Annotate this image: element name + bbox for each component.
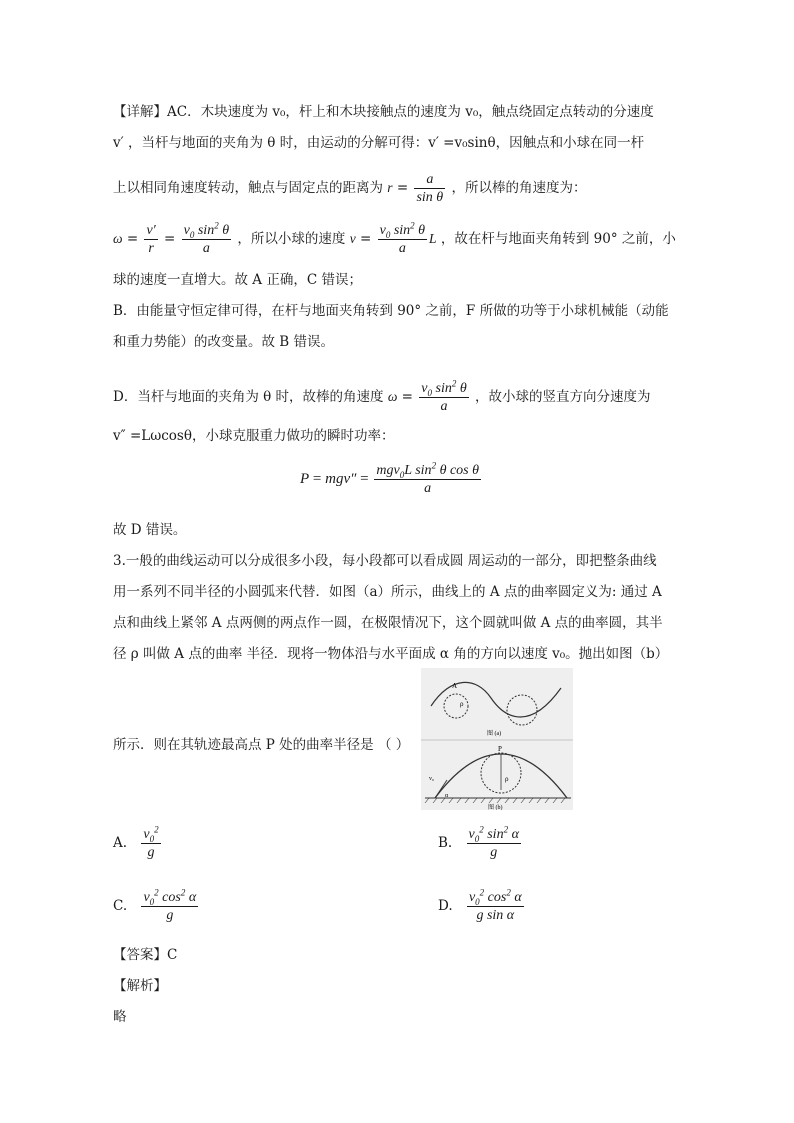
para-line-8-text: D．当杆与地面的夹角为 θ 时，故棒的角速度 xyxy=(113,389,384,405)
para-line-8-tail: ，故小球的竖直方向分速度为 xyxy=(475,389,651,405)
option-b-formula: $\frac{v_0^2 \sin^2 \alpha}{g}$ xyxy=(468,824,519,860)
option-d-formula: $\frac{v_0^2 \cos^2 \alpha}{\text{g sin α}}$ xyxy=(468,887,522,923)
question-line-4: 径 ρ 叫做 A 点的曲率 半径．现将一物体沿与水平面成 α 角的方向以速度 v₀。抛出如图（b） xyxy=(113,646,669,662)
para-line-10: 故 D 错误。 xyxy=(113,522,187,538)
analysis-label: 【解析】 xyxy=(113,978,167,994)
para-line-3-tail: ，所以棒的角速度为： xyxy=(451,180,587,196)
answer-line: 【答案】C xyxy=(113,947,178,963)
rho-label-a: ρ xyxy=(460,700,464,708)
curvature-figure xyxy=(421,668,573,810)
para-line-2: v′ ，当杆与地面的夹角为 θ 时，由运动的分解可得：v′ =v₀sinθ，因触点和小球在同一杆 xyxy=(113,135,645,151)
point-a-label: A xyxy=(452,682,458,690)
fraction-omega-1: $\frac{v'}{r}$ xyxy=(146,223,156,256)
option-c-formula: $\frac{v_0^2 \cos^2 \alpha}{g}$ xyxy=(143,887,197,923)
option-d xyxy=(438,889,526,924)
analysis-body: 略 xyxy=(113,1009,127,1025)
option-d-label: D. xyxy=(438,898,453,914)
power-formula: P = mgv″ = $\frac{mgv_0L \sin^2 \theta \cos \theta}{a}$ xyxy=(300,460,479,496)
alpha-label: α xyxy=(445,793,449,799)
option-c-label: C. xyxy=(113,898,128,914)
question-line-1: 3.一般的曲线运动可以分成很多小段，每小段都可以看成圆 周运动的一部分，即把整条曲线 xyxy=(113,553,657,569)
para-line-4: ω = $\frac{v'}{r}$ = $\frac{v_0 \sin^2 \theta}{a}$ ，所以小球的速度 v = $\frac{v_0 \sin^2 \theta}{a}$ L ，故在杆与地面夹角转到 90° 之前，小 xyxy=(113,220,676,256)
option-b xyxy=(438,826,523,861)
option-a-formula: $\frac{v_0^2}{g}$ xyxy=(143,824,159,860)
fraction-power: $\frac{mgv_0L \sin^2 \theta \cos \theta}{a}$ xyxy=(376,460,479,496)
para-line-3: 上以相同角速度转动，触点与固定点的距离为 r = $\frac{a}{\text{sin θ}}$ ，所以棒的角速度为： xyxy=(113,172,587,205)
option-a-label: A. xyxy=(113,835,128,851)
point-p-label: P xyxy=(498,745,502,753)
para-line-4-text: ，所以小球的速度 xyxy=(237,231,346,247)
rho-label-b: ρ xyxy=(505,775,509,783)
option-c xyxy=(113,889,200,924)
figure-a-caption: 图 (a) xyxy=(487,731,502,737)
para-line-3-text: 上以相同角速度转动，触点与固定点的距离为 xyxy=(113,180,383,196)
para-line-6: B．由能量守恒定律可得，在杆与地面夹角转到 90° 之前，F 所做的功等于小球机械能（动能 xyxy=(113,303,669,319)
option-b-label: B. xyxy=(438,835,453,851)
figure-b-caption: 图 (b) xyxy=(488,805,503,810)
para-line-5: 球的速度一直增大。故 A 正确，C 错误； xyxy=(113,272,362,288)
question-line-2: 用一系列不同半径的小圆弧来代替．如图（a）所示，曲线上的 A 点的曲率圆定义为: 通过 A xyxy=(113,584,662,600)
question-line-5: 所示．则在其轨迹最高点 P 处的曲率半径是 （ ） xyxy=(113,737,410,753)
fraction-velocity: $\frac{v_0 \sin^2 \theta}{a}$ xyxy=(379,220,426,256)
para-line-4-tail: ，故在杆与地面夹角转到 90° 之前，小 xyxy=(440,231,676,247)
fraction-omega-2: $\frac{v_0 \sin^2 \theta}{a}$ xyxy=(183,220,230,256)
question-line-3: 点和曲线上紧邻 A 点两侧的两点作一圆，在极限情况下，这个圆就叫做 A 点的曲率圆，其半 xyxy=(113,615,663,631)
para-line-8: D．当杆与地面的夹角为 θ 时，故棒的角速度 ω = $\frac{v_0 \sin^2 \theta}{a}$ ，故小球的竖直方向分速度为 xyxy=(113,378,651,414)
fraction-r: $\frac{a}{\text{sin θ}}$ xyxy=(416,172,444,205)
para-line-7: 和重力势能）的改变量。故 B 错误。 xyxy=(113,334,335,350)
option-a xyxy=(113,826,163,861)
para-line-9: v″ =Lωcosθ，小球克服重力做功的瞬时功率： xyxy=(113,428,395,444)
para-line-1: 【详解】AC．木块速度为 v₀，杆上和木块接触点的速度为 v₀，触点绕固定点转动的分速度 xyxy=(113,104,654,120)
v0-label: v₀ xyxy=(429,776,435,782)
fraction-omega-d: $\frac{v_0 \sin^2 \theta}{a}$ xyxy=(421,378,467,414)
